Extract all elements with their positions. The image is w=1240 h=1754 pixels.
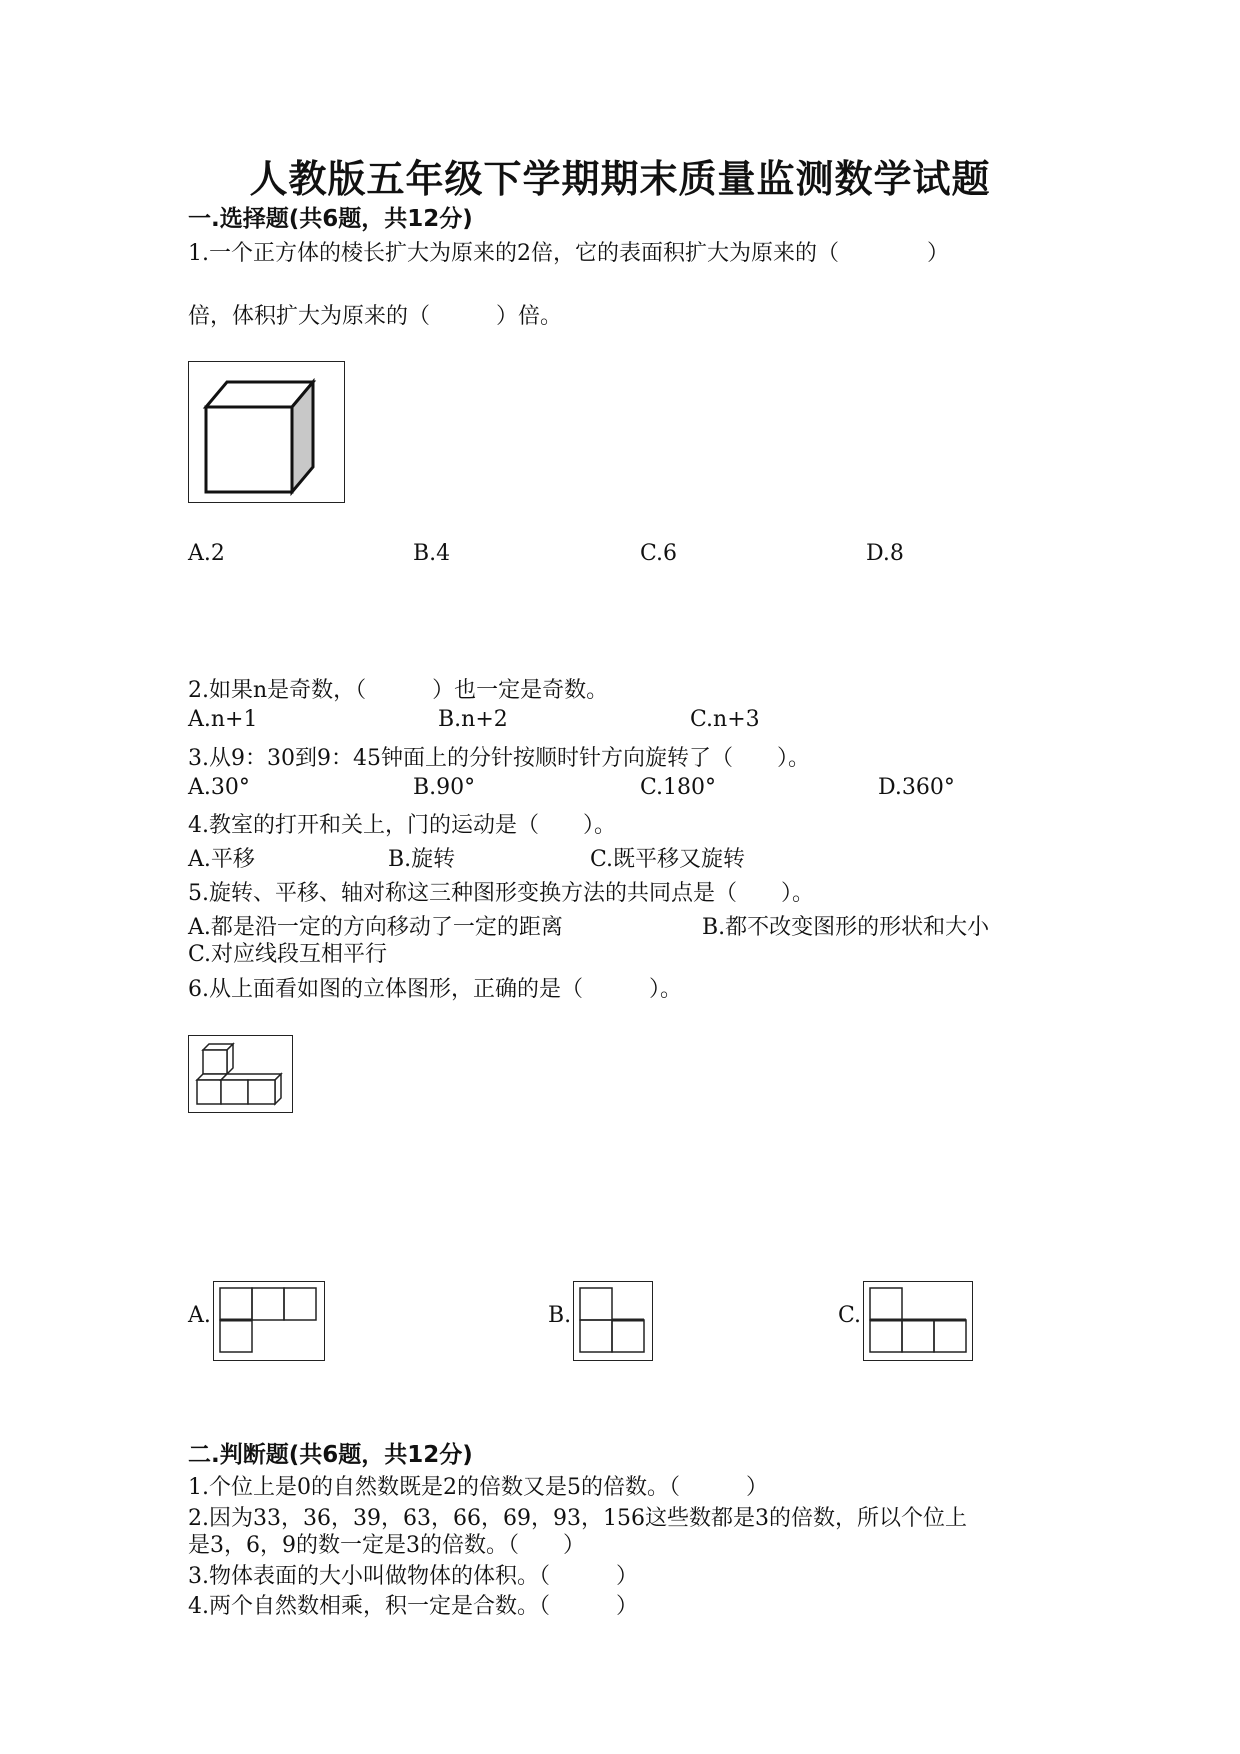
q2-option-b[interactable]: B.n+2	[438, 707, 508, 732]
q1-option-d[interactable]: D.8	[866, 541, 904, 566]
q4-option-c[interactable]: C.既平移又旋转	[590, 847, 746, 872]
question-3: 3.从9：30到9：45钟面上的分针按顺时针方向旋转了（ ）。	[188, 746, 810, 771]
q6-option-b-view[interactable]	[573, 1281, 653, 1361]
cube-figure	[188, 361, 345, 503]
q1-option-c[interactable]: C.6	[640, 541, 678, 566]
q3-option-b[interactable]: B.90°	[413, 775, 476, 800]
q5-option-c[interactable]: C.对应线段互相平行	[188, 942, 388, 967]
top-view-c-icon	[864, 1282, 972, 1360]
question-1-line-1: 1.一个正方体的棱长扩大为原来的2倍，它的表面积扩大为原来的（ ）	[188, 241, 949, 266]
q6-option-b[interactable]: B.	[548, 1303, 572, 1328]
q3-option-a[interactable]: A.30°	[188, 775, 250, 800]
cube-icon	[189, 362, 344, 502]
q2-option-c[interactable]: C.n+3	[690, 707, 760, 732]
section-heading-choice: 一.选择题(共6题，共12分)	[188, 206, 473, 232]
judgment-item-4: 4.两个自然数相乘，积一定是合数。（ ）	[188, 1594, 638, 1619]
top-view-a-icon	[214, 1282, 324, 1360]
page-title: 人教版五年级下学期期末质量监测数学试题	[249, 157, 991, 201]
question-6: 6.从上面看如图的立体图形，正确的是（ ）。	[188, 977, 682, 1002]
q6-option-c[interactable]: C.	[838, 1303, 862, 1328]
stacked-cubes-figure	[188, 1035, 293, 1113]
question-2: 2.如果n是奇数，（ ）也一定是奇数。	[188, 678, 609, 703]
q3-option-c[interactable]: C.180°	[640, 775, 717, 800]
top-view-b-icon	[574, 1282, 652, 1360]
question-1-line-2: 倍，体积扩大为原来的（ ）倍。	[188, 304, 563, 329]
q5-option-b[interactable]: B.都不改变图形的形状和大小	[702, 915, 990, 940]
stacked-cubes-icon	[189, 1036, 292, 1112]
question-4: 4.教室的打开和关上，门的运动是（ ）。	[188, 813, 616, 838]
q2-option-a[interactable]: A.n+1	[188, 707, 258, 732]
judgment-item-2-line-1: 2.因为33，36，39，63，66，69，93，156这些数都是3的倍数，所以个位上	[188, 1506, 967, 1531]
judgment-item-3: 3.物体表面的大小叫做物体的体积。（ ）	[188, 1564, 638, 1589]
q6-option-a-view[interactable]	[213, 1281, 325, 1361]
judgment-item-1: 1.个位上是0的自然数既是2的倍数又是5的倍数。（ ）	[188, 1475, 768, 1500]
q1-option-b[interactable]: B.4	[413, 541, 451, 566]
q5-option-a[interactable]: A.都是沿一定的方向移动了一定的距离	[188, 915, 563, 940]
q6-option-a[interactable]: A.	[188, 1303, 211, 1328]
q3-option-d[interactable]: D.360°	[878, 775, 955, 800]
question-5: 5.旋转、平移、轴对称这三种图形变换方法的共同点是（ ）。	[188, 881, 814, 906]
q6-option-c-view[interactable]	[863, 1281, 973, 1361]
judgment-item-2-line-2: 是3，6，9的数一定是3的倍数。（ ）	[188, 1533, 585, 1558]
q1-option-a[interactable]: A.2	[188, 541, 225, 566]
section-heading-judgment: 二.判断题(共6题，共12分)	[188, 1442, 473, 1468]
q4-option-a[interactable]: A.平移	[188, 847, 255, 872]
q4-option-b[interactable]: B.旋转	[388, 847, 456, 872]
